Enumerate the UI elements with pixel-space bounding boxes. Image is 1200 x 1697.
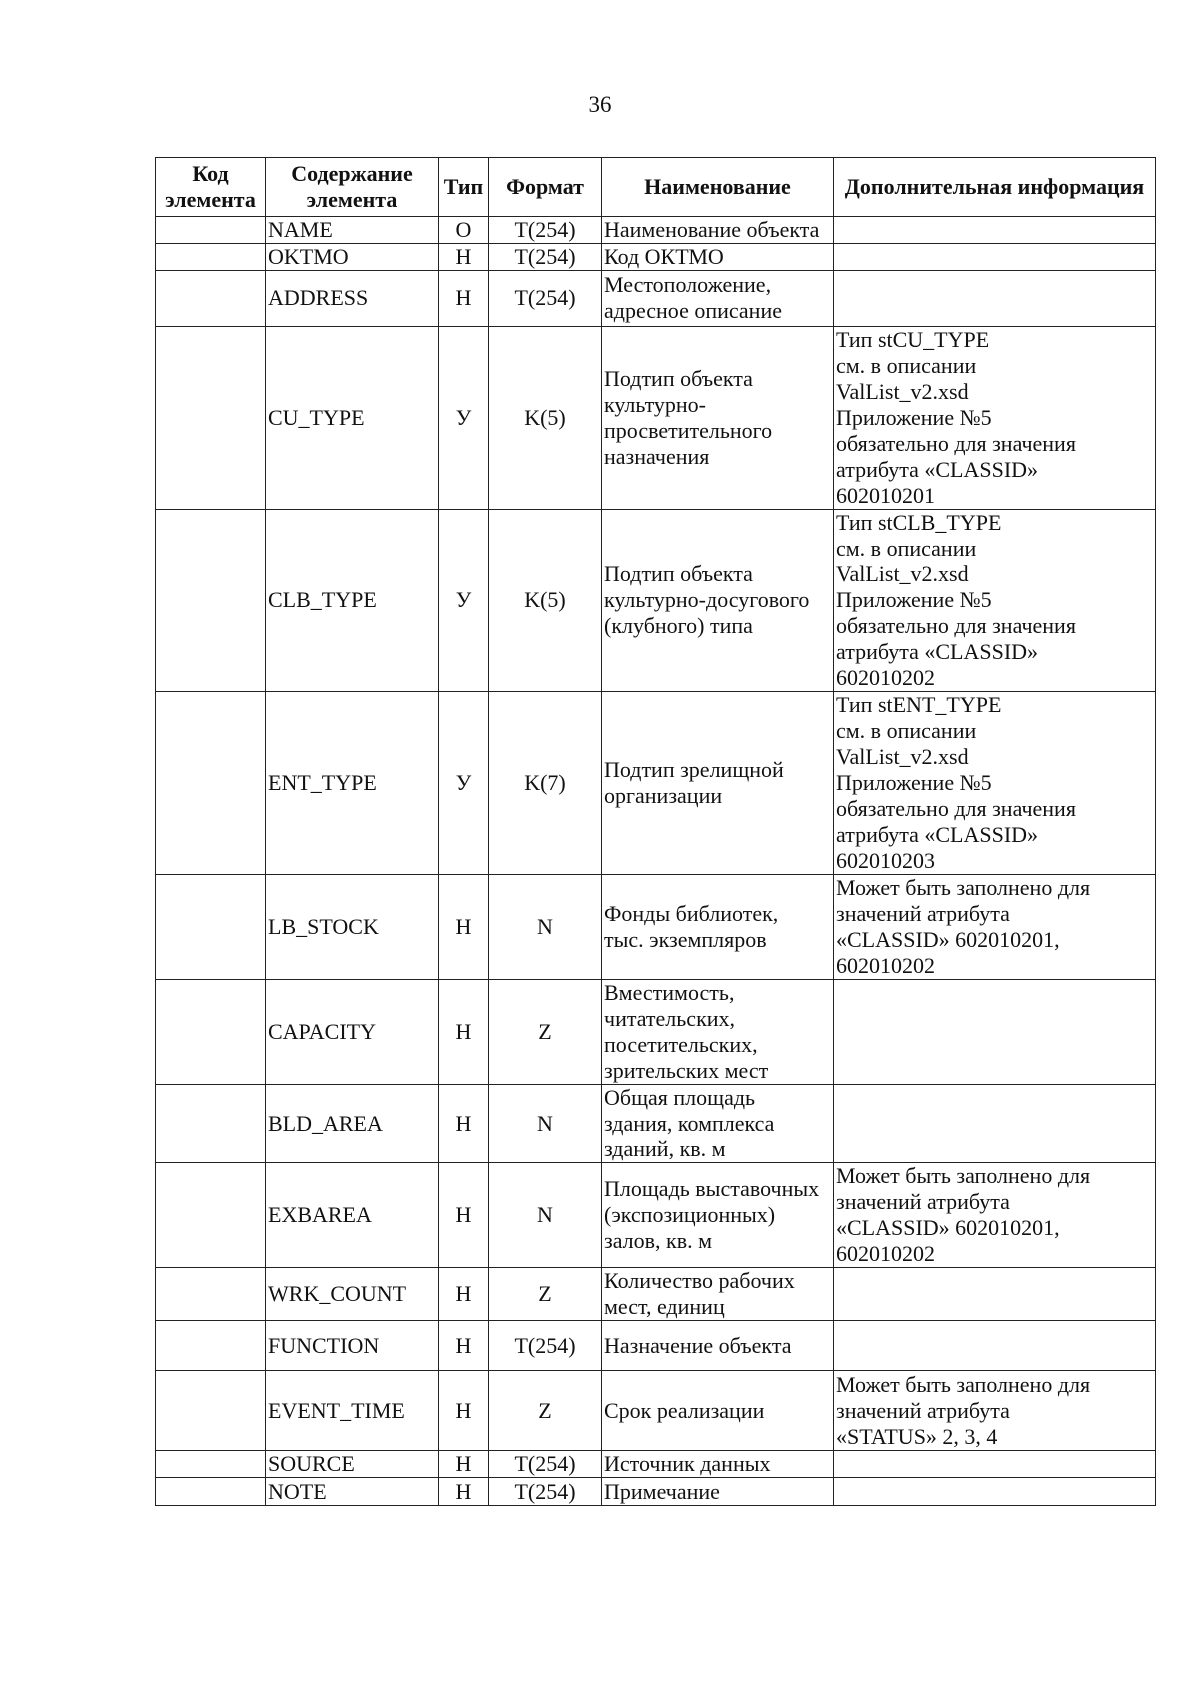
cell-type — [439, 243, 489, 270]
cell-type-text: Н — [455, 1332, 472, 1358]
cell-code — [156, 874, 266, 979]
cell-name-text: Местоположение, адресное описание — [604, 272, 782, 324]
cell-type-text: У — [455, 587, 472, 613]
table-row — [156, 1163, 1156, 1268]
cell-type-text: Н — [455, 1110, 472, 1136]
cell-type — [439, 1163, 489, 1268]
cell-type-text: У — [455, 770, 472, 796]
table-row — [156, 243, 1156, 270]
cell-code — [156, 1163, 266, 1268]
cell-name — [602, 874, 834, 979]
cell-extra — [834, 509, 1156, 692]
cell-format — [489, 1451, 602, 1478]
table-row — [156, 1478, 1156, 1506]
cell-content — [266, 509, 439, 692]
cell-format-text: N — [537, 1110, 553, 1136]
cell-name — [602, 1371, 834, 1451]
header-content: Содержание элемента — [266, 158, 439, 217]
cell-name-text: Наименование объекта — [604, 217, 820, 242]
table-row — [156, 1321, 1156, 1371]
cell-type — [439, 692, 489, 875]
table-row — [156, 1451, 1156, 1478]
cell-type — [439, 326, 489, 509]
cell-code — [156, 692, 266, 875]
cell-content-text: EXBAREA — [268, 1202, 372, 1228]
cell-type — [439, 1084, 489, 1163]
cell-content-text: BLD_AREA — [268, 1110, 383, 1136]
cell-code — [156, 509, 266, 692]
cell-name-text: Назначение объекта — [604, 1332, 792, 1358]
cell-format — [489, 1321, 602, 1371]
cell-content-text: FUNCTION — [268, 1332, 380, 1358]
cell-code — [156, 326, 266, 509]
cell-content — [266, 979, 439, 1084]
header-type: Тип — [439, 158, 489, 217]
cell-format-text: T(254) — [514, 1478, 576, 1504]
cell-name — [602, 1084, 834, 1163]
cell-format — [489, 979, 602, 1084]
cell-content — [266, 692, 439, 875]
cell-name — [602, 326, 834, 509]
cell-extra — [834, 979, 1156, 1084]
cell-content — [266, 270, 439, 326]
cell-name — [602, 1451, 834, 1478]
cell-code — [156, 270, 266, 326]
cell-content-text: CU_TYPE — [268, 404, 365, 430]
cell-code — [156, 1268, 266, 1321]
cell-format-text: N — [537, 913, 553, 939]
cell-format — [489, 509, 602, 692]
cell-format — [489, 270, 602, 326]
table-row — [156, 509, 1156, 692]
cell-name — [602, 217, 834, 244]
cell-content — [266, 243, 439, 270]
cell-extra — [834, 217, 1156, 244]
cell-name — [602, 1478, 834, 1506]
cell-content-text: EVENT_TIME — [268, 1397, 405, 1423]
cell-name-text: Срок реализации — [604, 1397, 765, 1423]
cell-extra — [834, 1084, 1156, 1163]
cell-name — [602, 243, 834, 270]
cell-name — [602, 270, 834, 326]
cell-content-text: CAPACITY — [268, 1018, 376, 1044]
cell-name — [602, 1268, 834, 1321]
cell-content-text: SOURCE — [268, 1451, 355, 1477]
cell-type — [439, 1321, 489, 1371]
cell-extra — [834, 243, 1156, 270]
cell-name-text: Подтип объекта культурно-досугового (клубного) типа — [604, 561, 810, 639]
cell-content — [266, 1371, 439, 1451]
cell-type-text: Н — [455, 1451, 472, 1477]
cell-content-text: ADDRESS — [268, 285, 369, 311]
cell-format-text: T(254) — [514, 1332, 576, 1358]
cell-name-text: Количество рабочих мест, единиц — [604, 1268, 795, 1320]
cell-format-text: T(254) — [514, 1451, 576, 1477]
cell-name-text: Общая площадь здания, комплекса зданий, кв. м — [604, 1084, 775, 1162]
cell-name-text: Подтип объекта культурно- просветительного назначения — [604, 365, 773, 469]
cell-extra — [834, 270, 1156, 326]
cell-format-text: Z — [538, 1281, 552, 1307]
cell-code — [156, 1451, 266, 1478]
cell-extra-text: Может быть заполнено для значений атрибута «CLASSID» 602010201, 602010202 — [836, 874, 1091, 978]
cell-extra — [834, 1268, 1156, 1321]
cell-type — [439, 509, 489, 692]
cell-format — [489, 326, 602, 509]
table-row — [156, 979, 1156, 1084]
cell-extra — [834, 874, 1156, 979]
cell-format — [489, 243, 602, 270]
cell-extra — [834, 1163, 1156, 1268]
cell-code — [156, 1371, 266, 1451]
cell-name — [602, 509, 834, 692]
cell-extra-text: Тип stENT_TYPE см. в описании ValList_v2.xsd Приложение №5 обязательно для значения атрибута «CLASSID» 602010203 — [836, 692, 1076, 873]
cell-type-text: У — [455, 404, 472, 430]
cell-content — [266, 1084, 439, 1163]
cell-extra — [834, 692, 1156, 875]
table-row — [156, 270, 1156, 326]
cell-type — [439, 979, 489, 1084]
cell-name — [602, 692, 834, 875]
cell-extra — [834, 1321, 1156, 1371]
cell-format-text: K(5) — [524, 404, 566, 430]
cell-extra — [834, 326, 1156, 509]
cell-type — [439, 874, 489, 979]
cell-code — [156, 243, 266, 270]
cell-content-text: ENT_TYPE — [268, 770, 377, 796]
cell-type — [439, 1478, 489, 1506]
cell-format — [489, 1163, 602, 1268]
cell-type-text: Н — [455, 1202, 472, 1228]
table-row — [156, 326, 1156, 509]
cell-content-text: OKTMO — [268, 243, 349, 269]
cell-code — [156, 1321, 266, 1371]
cell-content-text: NAME — [268, 217, 333, 242]
cell-content-text: NOTE — [268, 1478, 327, 1504]
cell-extra — [834, 1371, 1156, 1451]
cell-type-text: О — [455, 217, 472, 242]
cell-content — [266, 1321, 439, 1371]
cell-format — [489, 1371, 602, 1451]
cell-content — [266, 1163, 439, 1268]
cell-content — [266, 217, 439, 244]
cell-format-text: K(5) — [524, 587, 566, 613]
cell-extra-text: Тип stCU_TYPE см. в описании ValList_v2.xsd Приложение №5 обязательно для значения атрибута «CLASSID» 602010201 — [836, 326, 1076, 508]
header-code: Код элемента — [156, 158, 266, 217]
cell-type — [439, 1371, 489, 1451]
table-header-row — [156, 158, 1156, 217]
header-extra: Дополнительная информация — [834, 158, 1156, 217]
table-row — [156, 217, 1156, 244]
table-row — [156, 874, 1156, 979]
cell-code — [156, 979, 266, 1084]
cell-code — [156, 1478, 266, 1506]
cell-type-text: Н — [455, 913, 472, 939]
cell-code — [156, 217, 266, 244]
cell-content-text: LB_STOCK — [268, 913, 379, 939]
cell-name-text: Подтип зрелищной организации — [604, 757, 784, 809]
header-format: Формат — [489, 158, 602, 217]
cell-format-text: K(7) — [524, 770, 566, 796]
cell-format — [489, 1268, 602, 1321]
cell-type-text: Н — [455, 285, 472, 311]
table-row — [156, 1268, 1156, 1321]
cell-format — [489, 874, 602, 979]
cell-extra — [834, 1451, 1156, 1478]
cell-format-text: T(254) — [514, 217, 576, 242]
cell-type-text: Н — [455, 1397, 472, 1423]
cell-format-text: T(254) — [514, 243, 576, 269]
cell-type-text: Н — [455, 1018, 472, 1044]
cell-code — [156, 1084, 266, 1163]
cell-extra-text: Может быть заполнено для значений атрибута «CLASSID» 602010201, 602010202 — [836, 1163, 1091, 1267]
cell-type-text: Н — [455, 1478, 472, 1504]
cell-content-text: CLB_TYPE — [268, 587, 377, 613]
cell-format — [489, 692, 602, 875]
cell-name-text: Вместимость, читательских, посетительских, зрительских мест — [604, 979, 769, 1083]
cell-name-text: Код ОКТМО — [604, 243, 724, 269]
cell-content — [266, 326, 439, 509]
cell-type — [439, 1268, 489, 1321]
cell-format-text: Z — [538, 1018, 552, 1044]
cell-type-text: Н — [455, 1281, 472, 1307]
cell-extra-text: Тип stCLB_TYPE см. в описании ValList_v2.xsd Приложение №5 обязательно для значения атрибута «CLASSID» 602010202 — [836, 509, 1076, 691]
cell-content — [266, 1478, 439, 1506]
cell-format-text: T(254) — [514, 285, 576, 311]
cell-name-text: Фонды библиотек, тыс. экземпляров — [604, 900, 779, 952]
cell-content-text: WRK_COUNT — [268, 1281, 407, 1307]
cell-content — [266, 1268, 439, 1321]
cell-name — [602, 1163, 834, 1268]
cell-name-text: Источник данных — [604, 1451, 771, 1477]
cell-type — [439, 270, 489, 326]
cell-format — [489, 217, 602, 244]
cell-type — [439, 1451, 489, 1478]
cell-name — [602, 979, 834, 1084]
table-row — [156, 1371, 1156, 1451]
element-spec-table — [155, 157, 1156, 1506]
cell-type — [439, 217, 489, 244]
cell-content — [266, 1451, 439, 1478]
cell-extra — [834, 1478, 1156, 1506]
cell-format-text: N — [537, 1202, 553, 1228]
cell-name-text: Примечание — [604, 1478, 720, 1504]
cell-extra-text: Может быть заполнено для значений атрибута «STATUS» 2, 3, 4 — [836, 1371, 1091, 1449]
cell-format-text: Z — [538, 1397, 552, 1423]
cell-type-text: Н — [455, 243, 472, 269]
table-row — [156, 1084, 1156, 1163]
cell-name-text: Площадь выставочных (экспозиционных) залов, кв. м — [604, 1176, 820, 1254]
cell-format — [489, 1084, 602, 1163]
cell-name — [602, 1321, 834, 1371]
cell-format — [489, 1478, 602, 1506]
cell-content — [266, 874, 439, 979]
table-row — [156, 692, 1156, 875]
header-name: Наименование — [602, 158, 834, 217]
page-number: 36 — [588, 92, 612, 117]
